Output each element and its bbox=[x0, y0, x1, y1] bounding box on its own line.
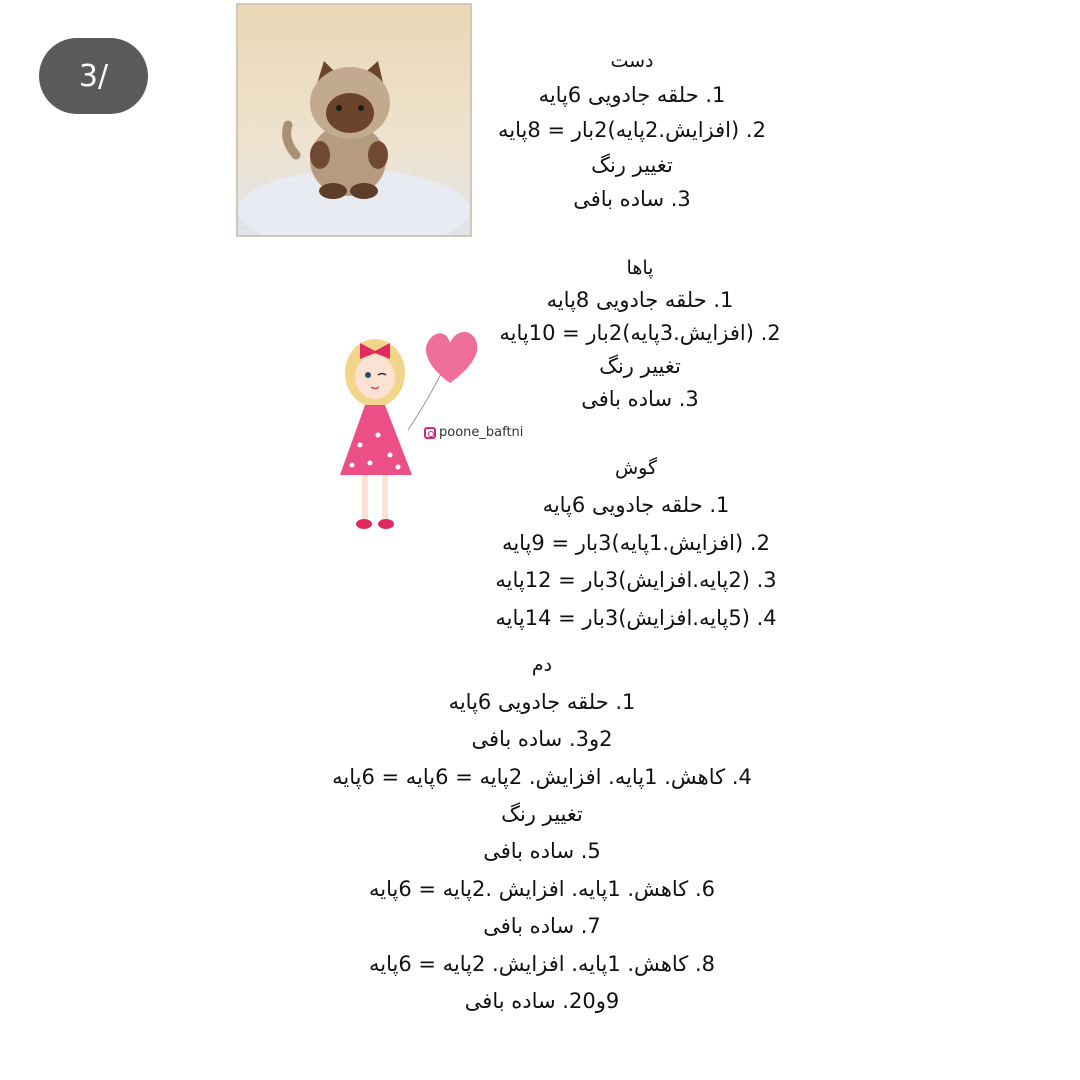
section-title-legs: پاها bbox=[626, 257, 654, 279]
hand-step: 1. حلقه جادویی 6پایه bbox=[538, 83, 726, 107]
page-indicator: 3/ bbox=[39, 38, 148, 114]
tail-step: 1. حلقه جادویی 6پایه bbox=[448, 690, 636, 714]
tail-step: 6. کاهش. 1پایه. افزایش .2پایه = 6پایه bbox=[368, 877, 716, 901]
tail-step: 7. ساده بافی bbox=[483, 914, 601, 938]
legs-step: 1. حلقه جادویی 8پایه bbox=[546, 288, 734, 312]
ear-step: 2. (افزایش.1پایه)3بار = 9پایه bbox=[502, 531, 770, 555]
tail-step: 9و20. ساده بافی bbox=[464, 989, 620, 1013]
tail-step: 5. ساده بافی bbox=[483, 839, 601, 863]
ear-step: 1. حلقه جادویی 6پایه bbox=[542, 493, 730, 517]
hand-step: 2. (افزایش.2پایه)2بار = 8پایه bbox=[498, 118, 766, 142]
tail-step: تغییر رنگ bbox=[501, 802, 583, 826]
section-title-tail: دم bbox=[531, 654, 553, 676]
section-title-hand: دست bbox=[610, 50, 654, 72]
instagram-icon bbox=[424, 427, 436, 439]
legs-step: 3. ساده بافی bbox=[581, 387, 699, 411]
section-title-ear: گوش bbox=[614, 457, 658, 479]
instagram-watermark bbox=[424, 425, 523, 440]
legs-step: تغییر رنگ bbox=[599, 354, 681, 378]
tail-step: 2و3. ساده بافی bbox=[471, 727, 613, 751]
hand-step: 3. ساده بافی bbox=[573, 187, 691, 211]
amigurumi-cat-photo bbox=[236, 3, 472, 237]
watermark-handle: poone_baftni bbox=[439, 425, 524, 440]
tail-step: 4. کاهش. 1پایه. افزایش. 2پایه = 6پایه = 6پایه bbox=[332, 765, 752, 789]
tail-step: 8. کاهش. 1پایه. افزایش. 2پایه = 6پایه bbox=[368, 952, 716, 976]
ear-step: 4. (5پایه.افزایش)3بار = 14پایه bbox=[495, 606, 777, 630]
ear-step: 3. (2پایه.افزایش)3بار = 12پایه bbox=[495, 568, 777, 592]
legs-step: 2. (افزایش.3پایه)2بار = 10پایه bbox=[499, 321, 781, 345]
hand-step: تغییر رنگ bbox=[591, 153, 673, 177]
